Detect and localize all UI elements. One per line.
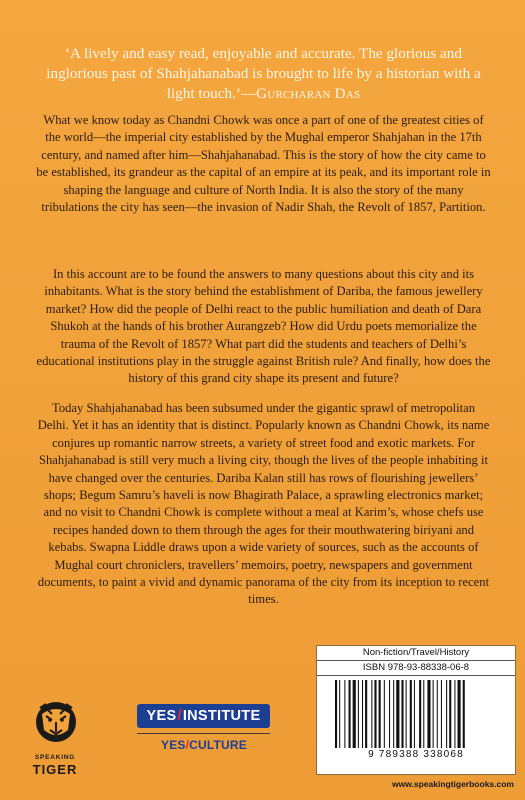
yes-institute-logo: YES/INSTITUTE xyxy=(137,704,270,728)
yes-culture-part1: YES xyxy=(160,738,186,752)
praise-quote xyxy=(36,44,491,104)
logo-divider xyxy=(137,733,270,734)
isbn-label: ISBN 978-93-88338-06-8 xyxy=(317,661,515,676)
blurb-paragraph-1: What we know today as Chandni Chowk was once a part of one of the greatest cities of the world—the imperial city established by the Mughal emperor Shahjahan in the 17th century, and named after him—Shahjahanabad. This is the story of how the city came to be established, its grandeur as the capital of an empire at its peak, and its important role in shaping the language and culture of North India. It is also the story of the many tribulations the city has seen—the invasion of Nadir Shah, the Revolt of 1857, Partition. xyxy=(36,113,491,215)
publisher-name-line2: TIGER xyxy=(32,762,78,777)
yes-institute-part1: YES xyxy=(146,708,177,724)
yes-institute-part2: INSTITUTE xyxy=(182,708,261,724)
quote-text: ‘A lively and easy read, enjoyable and accurate. The glorious and inglorious past of Shahjahanabad is brought to life by a historian with a light touch.’— xyxy=(46,45,481,102)
blurb-paragraph-3: Today Shahjahanabad has been subsumed under the gigantic sprawl of metropolitan Delhi. Yet it has an identity that is distinct. Popularly known as Chandni Chowk, its name conjures up romantic narrow streets, a variety of street food and exotic markets. For Shahjahanabad is still very much a living city, though the lives of the people inhabiting it have changed over the centuries. Dariba Kalan still has rows of flourishing jewellers’ shops; Begum Samru’s haveli is now Bhagirath Palace, a sprawling electronics market; and no visit to Chandni Chowk is complete without a meal at Karim’s, whose chefs use recipes handed down to them through the ages for their mouthwatering biriyani and kebabs. Swapna Liddle draws upon a wide variety of sources, such as the accounts of Mughal court chroniclers, travellers’ memoirs, poetry, newspapers and government documents, to paint a vivid and dynamic panorama of the city from its inception to recent times. xyxy=(37,401,490,607)
barcode-number: 9 789388 338068 xyxy=(368,749,464,760)
yes-culture-logo: YES/CULTURE xyxy=(160,738,247,752)
yes-culture-part2: CULTURE xyxy=(189,738,247,752)
barcode-graphic xyxy=(333,680,503,748)
genre-label: Non-fiction/Travel/History xyxy=(317,646,515,661)
quote-attribution: Gurcharan Das xyxy=(256,85,361,102)
publisher-website: www.speakingtigerbooks.com xyxy=(391,779,514,789)
publisher-name-line1: SPEAKING xyxy=(34,754,76,761)
blurb-paragraph-2: In this account are to be found the answers to many questions about this city and its inhabitants. What is the story behind the establishment of Dariba, the famous jewellery market? How did the people of Delhi react to the public humiliation and death of Dara Shukoh at the hands of his brother Aurangzeb? How did Urdu poets memorialize the trauma of the Revolt of 1857? What part did the students and teachers of Delhi’s educational institutions play in the struggle against British rule? And finally, how does the history of this grand city shape its present and future? xyxy=(36,267,491,386)
barcode-box xyxy=(316,645,516,775)
